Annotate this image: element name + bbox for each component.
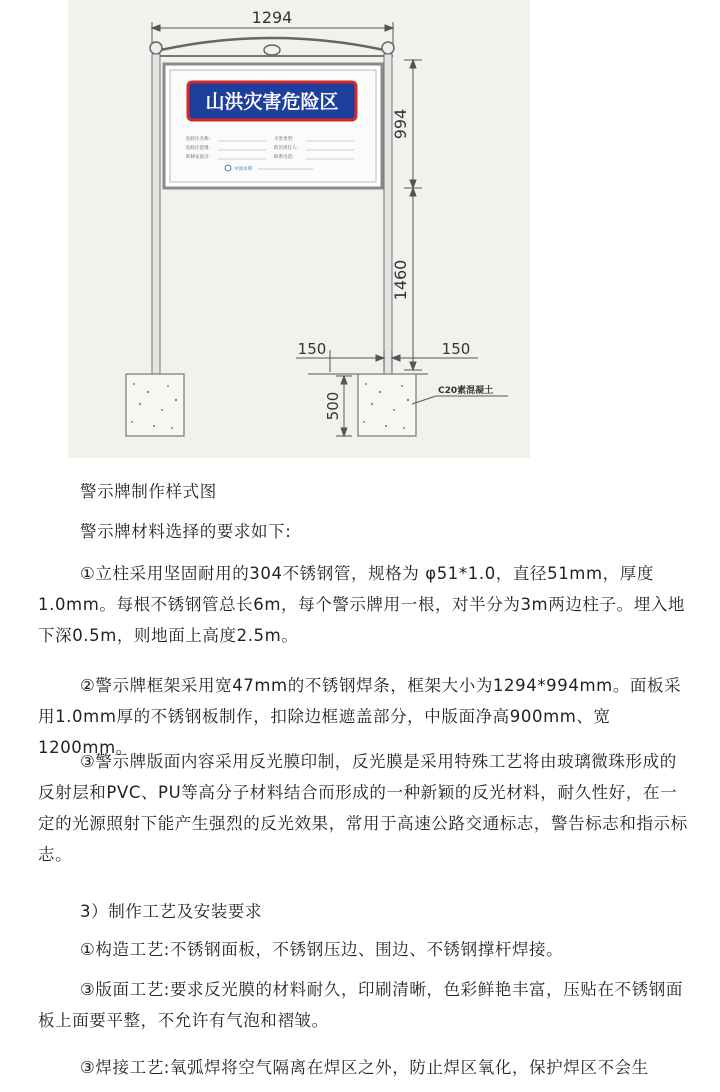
- sign-field-left-2: 转移安置点:: [186, 155, 211, 160]
- dim-left-offset: 150: [297, 340, 327, 358]
- dim-width: 1294: [251, 8, 293, 27]
- section-heading-process: 3）制作工艺及安装要求: [80, 902, 263, 921]
- paragraph-frame-material: ②警示牌框架采用宽47mm的不锈钢焊条，框架大小为1294*994mm。面板采用1.0mm厚的不锈钢板制作，扣除边框遮盖部分，中版面净高900mm、宽1200mm。: [38, 676, 682, 757]
- paragraph-welding-process: ③焊接工艺:氧弧焊将空气隔离在焊区之外，防止焊区氧化，保护焊区不会生: [80, 1058, 649, 1077]
- figure-caption: 警示牌制作样式图: [80, 482, 217, 501]
- dim-right-offset: 150: [441, 340, 471, 358]
- sign-title: 山洪灾害危险区: [205, 91, 339, 113]
- sign-field-right-2: 联系电话:: [274, 155, 294, 160]
- sign-field-left-1: 危险区范围:: [186, 146, 211, 151]
- left-pole: [152, 54, 160, 374]
- right-pole-cap: [382, 42, 394, 54]
- sign-field-right-1: 防汛责任人:: [274, 146, 299, 151]
- sign-footer: 中国水利: [234, 167, 252, 172]
- right-foundation: [358, 374, 416, 436]
- paragraph-panel-process: ③版面工艺:要求反光膜的材料耐久，印刷清晰，色彩鲜艳丰富，压贴在不锈钢面板上面要平整，不允许有气泡和褶皱。: [38, 980, 683, 1030]
- right-pole: [384, 54, 392, 374]
- dim-pole-height: 1460: [391, 259, 410, 301]
- sign-field-right-0: 灾害类型:: [274, 137, 294, 142]
- paragraph-reflective-film: ③警示牌版面内容采用反光膜印制，反光膜是采用特殊工艺将由玻璃微珠形成的反射层和PVC、PU等高分子材料结合而形成的一种新颖的反光材料，耐久性好，在一定的光源照射下能产生强烈的反光效果，常用于高速公路交通标志，警告标志和指示标志。: [38, 752, 688, 864]
- paragraph-construction-process: ①构造工艺:不锈钢面板，不锈钢压边、围边、不锈钢撑杆焊接。: [80, 940, 564, 959]
- dim-foundation-depth: 500: [324, 391, 342, 421]
- dim-board-height: 994: [391, 108, 410, 140]
- paragraph-requirements-intro: 警示牌材料选择的要求如下:: [80, 522, 292, 541]
- sign-drawing: [68, 0, 530, 458]
- paragraph-pole-material: ①立柱采用坚固耐用的304不锈钢管，规格为 φ51*1.0，直径51mm，厚度1.0mm。每根不锈钢管总长6m，每个警示牌用一根，对半分为3m两边柱子。埋入地下深0.5m，则地面上高度2.5m。: [38, 564, 686, 645]
- sign-field-left-0: 危险区名称:: [186, 137, 211, 142]
- left-pole-cap: [150, 42, 162, 54]
- left-foundation: [126, 374, 184, 436]
- concrete-label: C20素混凝土: [438, 386, 494, 396]
